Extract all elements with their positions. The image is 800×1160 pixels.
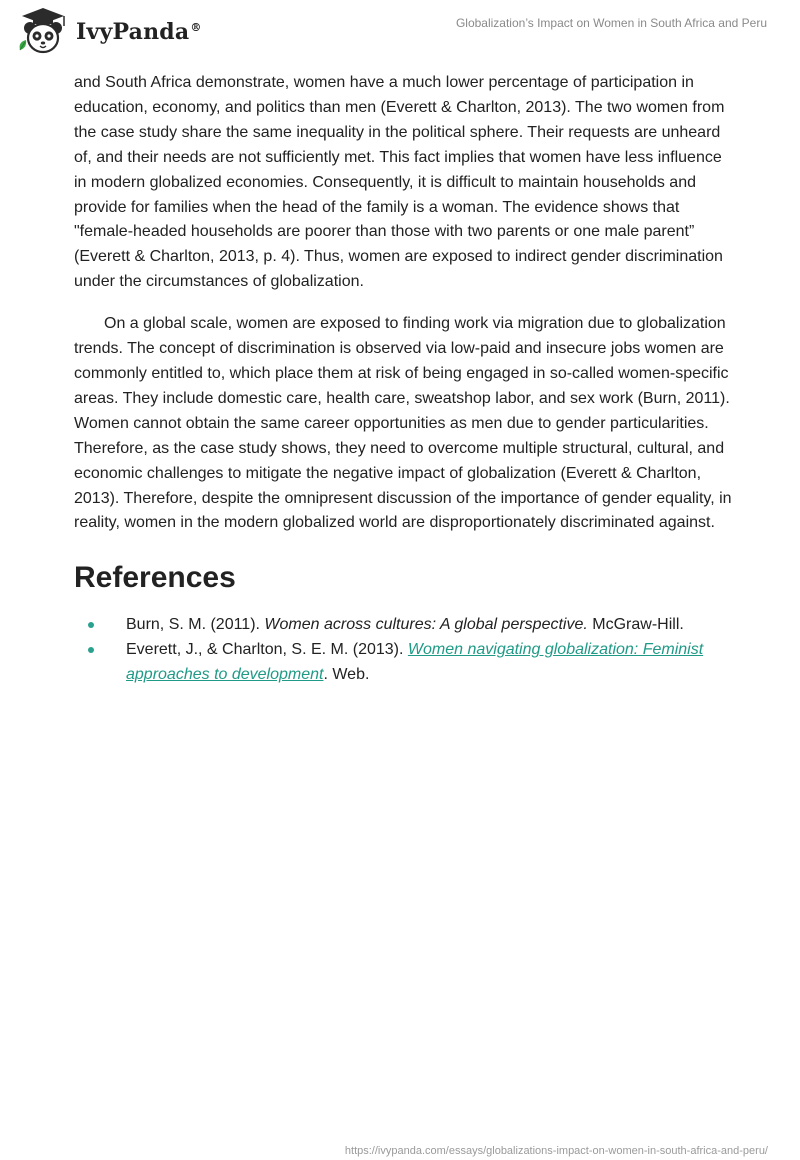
page-header [0, 0, 800, 60]
logo-name: IvyPanda [76, 19, 190, 45]
reference-title: Women across cultures: A global perspective. [264, 616, 588, 634]
reference-item [74, 637, 734, 687]
references-list [74, 612, 734, 687]
footer-url: https://ivypanda.com/essays/globalizations-impact-on-women-in-south-africa-and-peru/ [344, 1145, 768, 1157]
reference-link[interactable]: Women navigating globalization: Feminist approaches to development [126, 641, 704, 684]
reference-suffix: . Web. [323, 666, 370, 684]
reference-authors: Burn, S. M. (2011). [126, 616, 265, 634]
essay-title: Globalization’s Impact on Women in South Africa and Peru [455, 16, 767, 30]
essay-content [74, 71, 734, 687]
reference-authors: Everett, J., & Charlton, S. E. M. (2013). [126, 641, 408, 659]
references-heading: References [74, 561, 236, 595]
reference-item [74, 612, 734, 637]
body-paragraph: On a global scale, women are exposed to finding work via migration due to globalization trends. The concept of discrimination is observed via low-paid and insecure jobs women are commonly entitled to, which place them at risk of being engaged in so-called women-specific areas. They include domestic care, health care, sweatshop labor, and sex work (Burn, 2011). Women cannot obtain the same career opportunities as men due to gender particularities. Therefore, as the case study shows, they need to overcome multiple structural, cultural, and economic challenges to mitigate the negative impact of globalization (Everett & Charlton, 2013). Therefore, despite the omnipresent discussion of the importance of gender equality, in reality, women in the modern globalized world are disproportionately discriminated against. [74, 315, 732, 532]
ivypanda-logo[interactable] [14, 6, 202, 56]
body-paragraph: and South Africa demonstrate, women have a much lower percentage of participation in education, economy, and politics than men (Everett & Charlton, 2013). The two women from the case study share the same inequality in the political sphere. Their requests are unheard of, and their needs are not sufficiently met. This fact implies that women have less influence in modern globalized economies. Consequently, it is difficult to maintain households and provide for families when the head of the family is a woman. The evidence shows that "female-headed households are poorer than those with two parents or one male parent” (Everett & Charlton, 2013, p. 4). Thus, women are exposed to indirect gender discrimination under the circumstances of globalization. [74, 74, 725, 291]
panda-graduate-icon [14, 6, 72, 56]
bullet-icon [88, 647, 94, 653]
reference-publisher: McGraw-Hill. [587, 616, 684, 634]
registered-mark: ® [190, 20, 202, 34]
bullet-icon [88, 622, 94, 628]
logo-text [76, 19, 202, 45]
